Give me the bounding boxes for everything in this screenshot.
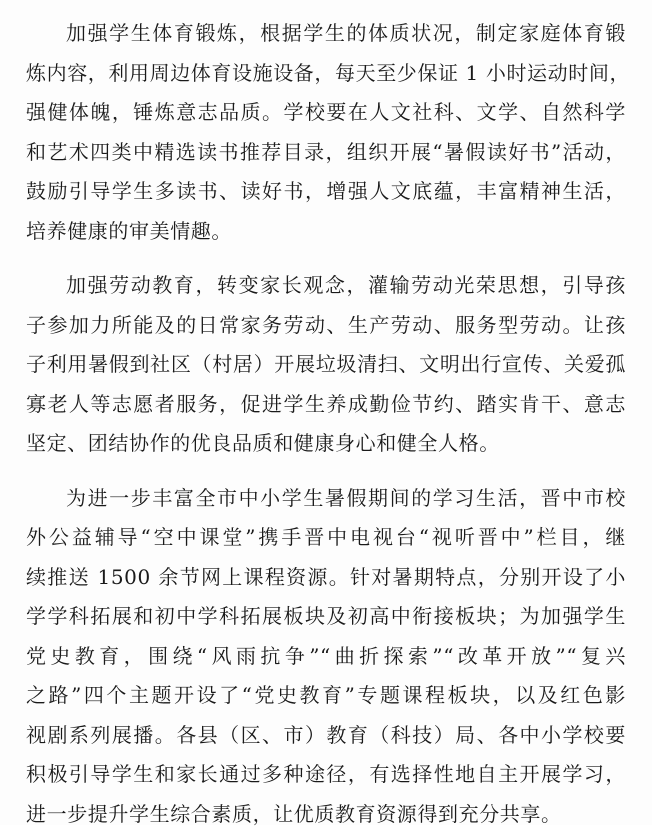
paragraph-labor-education [26, 266, 626, 464]
text-line: 加强劳动教育，转变家长观念，灌输劳动光荣思想，引导孩 [26, 266, 626, 306]
text-line: 之路”四个主题开设了“党史教育”专题课程板块，以及红色影 [26, 676, 626, 716]
paragraph-online-classroom [26, 479, 626, 834]
text-line: 坚定、团结协作的优良品质和健康身心和健全人格。 [26, 424, 626, 464]
text-line: 炼内容，利用周边体育设施设备，每天至少保证 1 小时运动时间， [26, 54, 626, 94]
text-line: 子参加力所能及的日常家务劳动、生产劳动、服务型劳动。让孩 [26, 306, 626, 346]
text-line: 进一步提升学生综合素质，让优质教育资源得到充分共享。 [26, 795, 626, 834]
text-line: 强健体魄，锤炼意志品质。学校要在人文社科、文学、自然科学 [26, 93, 626, 133]
text-line: 培养健康的审美情趣。 [26, 212, 626, 252]
text-line: 子利用暑假到社区（村居）开展垃圾清扫、文明出行宣传、关爱孤 [26, 345, 626, 385]
text-line: 为进一步丰富全市中小学生暑假期间的学习生活，晋中市校 [26, 479, 626, 519]
text-line: 鼓励引导学生多读书、读好书，增强人文底蕴，丰富精神生活， [26, 172, 626, 212]
text-line: 学学科拓展和初中学科拓展板块及初高中衔接板块；为加强学生 [26, 597, 626, 637]
text-line: 续推送 1500 余节网上课程资源。针对暑期特点，分别开设了小 [26, 558, 626, 598]
text-line: 视剧系列展播。各县（区、市）教育（科技）局、各中小学校要 [26, 716, 626, 756]
text-line: 和艺术四类中精选读书推荐目录，组织开展“暑假读好书”活动， [26, 133, 626, 173]
text-line: 寡老人等志愿者服务，促进学生养成勤俭节约、踏实肯干、意志 [26, 385, 626, 425]
text-line: 外公益辅导“空中课堂”携手晋中电视台“视听晋中”栏目，继 [26, 518, 626, 558]
paragraph-physical-education [26, 14, 626, 251]
text-line: 积极引导学生和家长通过多种途径，有选择性地自主开展学习， [26, 755, 626, 795]
text-line: 党史教育，围绕“风雨抗争”“曲折探索”“改革开放”“复兴 [26, 637, 626, 677]
text-line: 加强学生体育锻炼，根据学生的体质状况，制定家庭体育锻 [26, 14, 626, 54]
